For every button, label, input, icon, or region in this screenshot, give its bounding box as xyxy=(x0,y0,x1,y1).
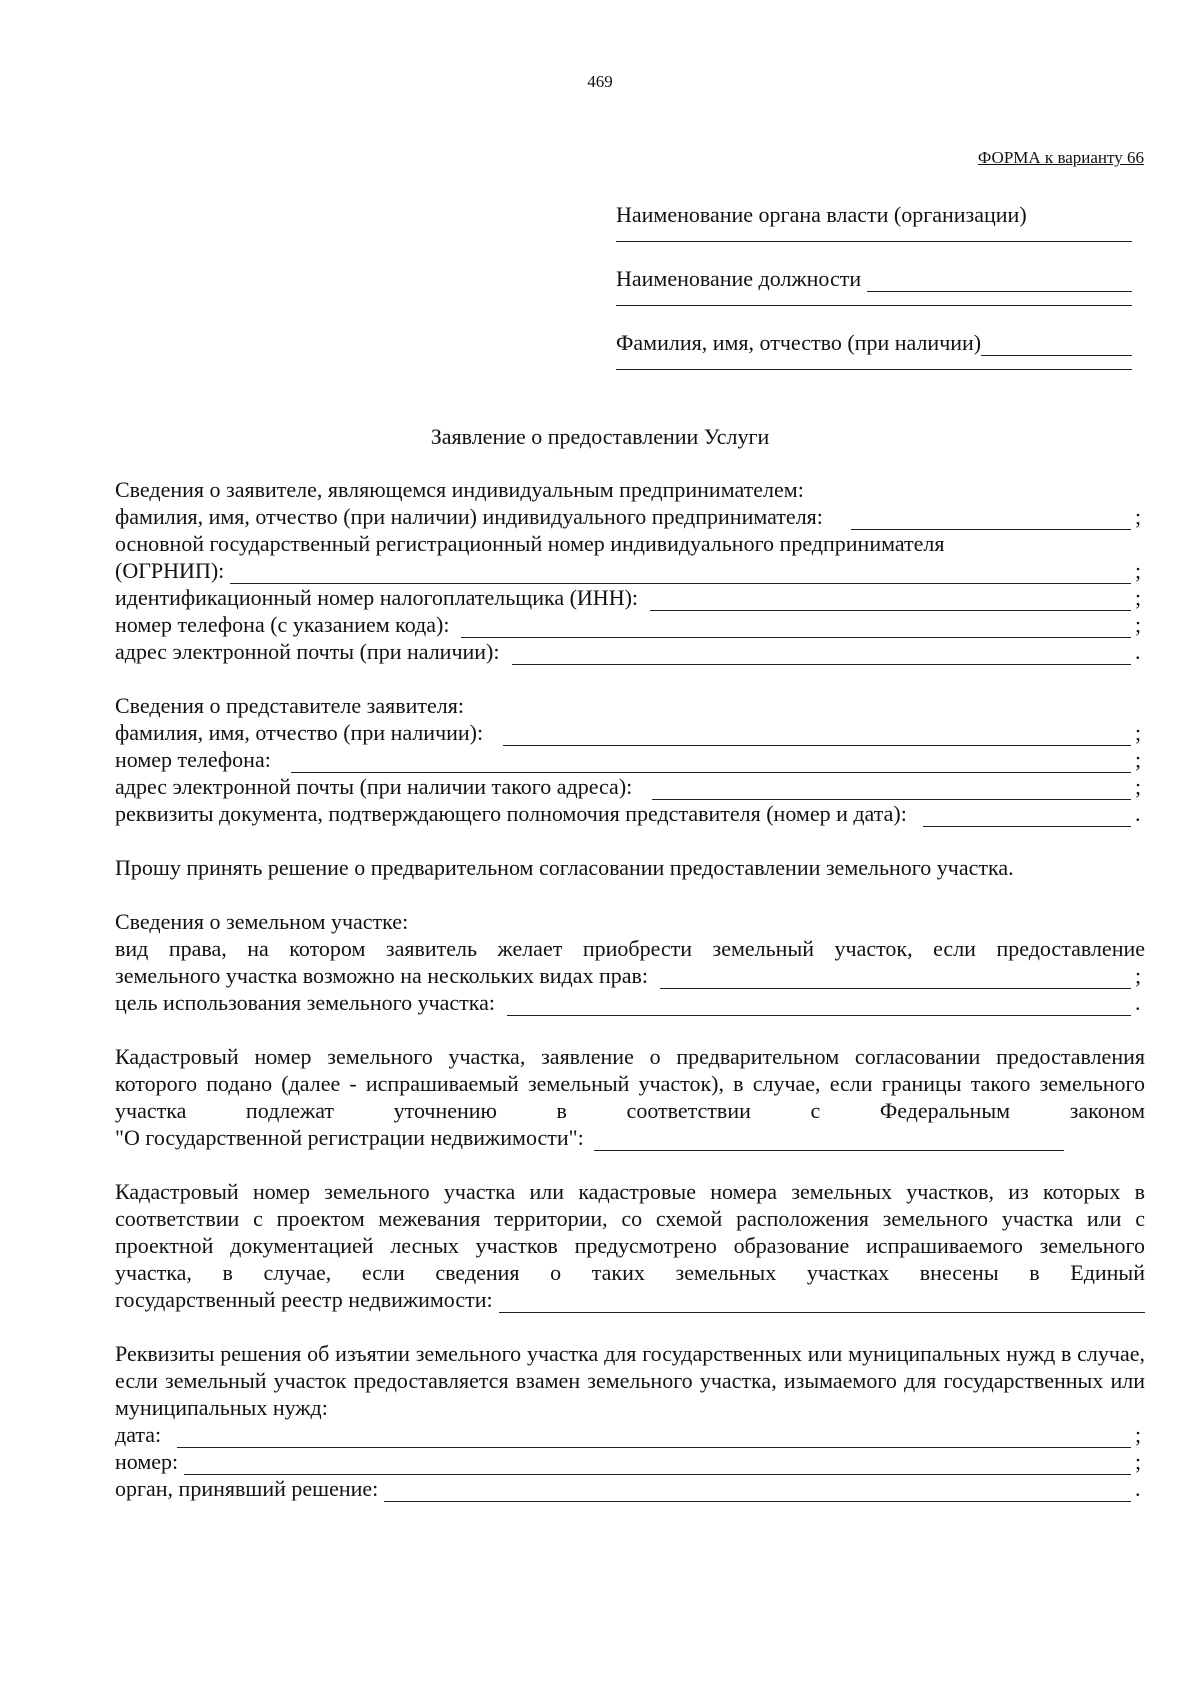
punct: . xyxy=(1135,639,1141,664)
punct: ; xyxy=(1135,747,1142,772)
representative-phone-field[interactable] xyxy=(291,754,1131,773)
punct: ; xyxy=(1135,720,1142,745)
land-heading: Сведения о земельном участке: xyxy=(115,909,409,934)
representative-section xyxy=(115,692,1145,827)
punct: ; xyxy=(1135,504,1142,529)
punct: ; xyxy=(1135,1422,1142,1447)
land-right-label-2: земельного участка возможно на нескольких видах прав: xyxy=(115,963,648,988)
applicant-email-label: адрес электронной почты (при наличии): xyxy=(115,639,500,664)
representative-email-label: адрес электронной почты (при наличии такого адреса): xyxy=(115,774,633,799)
applicant-phone-label: номер телефона (с указанием кода): xyxy=(115,612,450,637)
applicant-ogrnip-field[interactable] xyxy=(230,565,1131,584)
authority-label: Наименование органа власти (организации) xyxy=(616,202,1027,227)
authority-field[interactable] xyxy=(616,240,1132,242)
seizure-body-label: орган, принявший решение: xyxy=(115,1476,379,1501)
land-right-field[interactable] xyxy=(660,970,1131,989)
punct: . xyxy=(1135,990,1141,1015)
seizure-section xyxy=(115,1340,1145,1502)
source-plots-last-label: государственный реестр недвижимости: xyxy=(115,1287,493,1312)
source-plots-field[interactable] xyxy=(499,1294,1145,1313)
representative-fio-label: фамилия, имя, отчество (при наличии): xyxy=(115,720,484,745)
form-reference: ФОРМА к варианту 66 xyxy=(977,148,1144,167)
applicant-inn-label: идентификационный номер налогоплательщика (ИНН): xyxy=(115,585,639,610)
applicant-fio-field[interactable] xyxy=(851,511,1131,530)
addressee-block xyxy=(616,198,1132,390)
fio-label: Фамилия, имя, отчество (при наличии) xyxy=(616,330,982,355)
seizure-number-label: номер: xyxy=(115,1449,179,1474)
cadastral-field[interactable] xyxy=(594,1132,1064,1151)
punct: . xyxy=(1135,1476,1141,1501)
form-body xyxy=(115,476,1145,1502)
seizure-date-field[interactable] xyxy=(177,1429,1131,1448)
punct: ; xyxy=(1135,963,1142,988)
position-field-extra[interactable] xyxy=(616,304,1132,306)
seizure-date-label: дата: xyxy=(115,1422,162,1447)
cadastral-text: Кадастровый номер земельного участка, заявление о предварительном согласовании предоставления которого подано (далее - испрашиваемый земельный участок), в случае, если границы такого земельного участка подлежат уточнению в соответствии с Федеральным законом xyxy=(115,1044,1145,1123)
applicant-ogrnip-label: основной государственный регистрационный номер индивидуального предпринимателя xyxy=(115,531,945,556)
representative-fio-field[interactable] xyxy=(503,727,1131,746)
punct: . xyxy=(1135,801,1141,826)
punct: ; xyxy=(1135,774,1142,799)
fio-field[interactable] xyxy=(981,337,1132,356)
position-field[interactable] xyxy=(867,273,1132,292)
cadastral-last-label: "О государственной регистрации недвижимости": xyxy=(115,1125,584,1150)
applicant-heading: Сведения о заявителе, являющемся индивидуальным предпринимателем: xyxy=(115,477,804,502)
representative-heading: Сведения о представителе заявителя: xyxy=(115,693,464,718)
applicant-fio-label: фамилия, имя, отчество (при наличии) индивидуального предпринимателя: xyxy=(115,504,823,529)
request-text: Прошу принять решение о предварительном согласовании предоставлении земельного участка. xyxy=(115,855,1014,880)
applicant-ogrnip-label-2: (ОГРНИП): xyxy=(115,558,225,583)
applicant-section xyxy=(115,476,1145,665)
request-section xyxy=(115,854,1145,881)
document-title: Заявление о предоставлении Услуги xyxy=(430,424,770,449)
position-label: Наименование должности xyxy=(616,266,862,291)
punct: ; xyxy=(1135,558,1142,583)
representative-phone-label: номер телефона: xyxy=(115,747,271,772)
punct: ; xyxy=(1135,1449,1142,1474)
applicant-email-field[interactable] xyxy=(512,646,1132,665)
punct: ; xyxy=(1135,612,1142,637)
source-plots-text: Кадастровый номер земельного участка или кадастровые номера земельных участков, из которых в соответствии с проектом межевания территории, со схемой расположения земельного участка или с проектной документацией лесных участков предусмотрено образование испрашиваемого земельного участка, в случае, если сведения о таких земельных участках внесены в Единый xyxy=(115,1179,1145,1285)
seizure-body-field[interactable] xyxy=(384,1483,1131,1502)
representative-doc-label: реквизиты документа, подтверждающего полномочия представителя (номер и дата): xyxy=(115,801,907,826)
applicant-inn-field[interactable] xyxy=(650,592,1131,611)
representative-email-field[interactable] xyxy=(652,781,1131,800)
seizure-number-field[interactable] xyxy=(184,1456,1131,1475)
applicant-phone-field[interactable] xyxy=(461,619,1131,638)
land-purpose-label: цель использования земельного участка: xyxy=(115,990,496,1015)
page-number: 469 xyxy=(587,72,613,91)
land-purpose-field[interactable] xyxy=(507,997,1131,1016)
cadastral-section xyxy=(115,1043,1145,1151)
seizure-text: Реквизиты решения об изъятии земельного участка для государственных или муниципальных нужд в случае, если земельный участок предоставляется взамен земельного участка, изымаемого для государственных или муниципальных нужд: xyxy=(115,1341,1145,1420)
land-right-label: вид права, на котором заявитель желает приобрести земельный участок, если предоставление xyxy=(115,936,1145,961)
fio-field-extra[interactable] xyxy=(616,368,1132,370)
punct: ; xyxy=(1135,585,1142,610)
land-section xyxy=(115,908,1145,1016)
source-plots-section xyxy=(115,1178,1145,1313)
representative-doc-field[interactable] xyxy=(923,808,1131,827)
